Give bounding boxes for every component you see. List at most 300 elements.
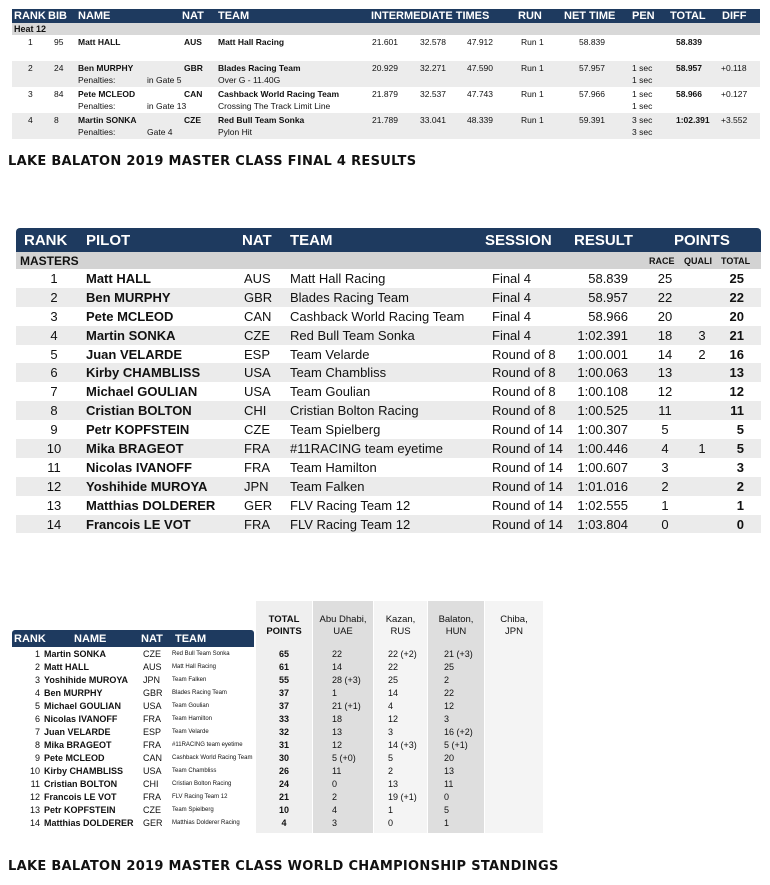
- rank-cell: 11: [30, 779, 40, 789]
- team-cell: FLV Racing Team 12: [290, 497, 411, 513]
- nat-cell: FRA: [244, 516, 270, 532]
- team-cell: #11RACING team eyetime: [172, 742, 243, 748]
- event-balaton-cell: 11: [444, 779, 454, 789]
- pilot-cell: Pete MCLEOD: [86, 308, 174, 324]
- standings-row: [12, 817, 543, 830]
- heat-cell-run: Run 1: [521, 89, 544, 99]
- result-cell: 1:00.063: [577, 365, 628, 381]
- heat-cell-t2: 32.271: [420, 63, 446, 73]
- event-header-line1: Kazan,: [385, 614, 416, 625]
- session-cell: Round of 8: [492, 365, 556, 381]
- race-points-cell: 14: [657, 346, 673, 362]
- team-cell: Team Falken: [172, 677, 207, 683]
- masters-row: [16, 477, 761, 496]
- standings-row: [12, 791, 543, 804]
- event-header-line1: Chiba,: [500, 614, 528, 625]
- total-cell: 31: [278, 740, 289, 750]
- event-balaton-cell: 0: [444, 792, 450, 802]
- event-balaton-cell: 16 (+2): [444, 727, 473, 737]
- event-abudhabi-cell: 11: [332, 766, 342, 776]
- heat-header-row: [12, 9, 760, 23]
- nat-cell: CHI: [244, 403, 267, 419]
- result-cell: 1:00.607: [577, 459, 628, 475]
- team-cell: Team Hamilton: [172, 716, 213, 722]
- masters-row: [16, 458, 761, 477]
- standings-header-bar: [12, 630, 254, 647]
- col-diff-header: DIFF: [722, 10, 747, 22]
- rank-cell: 2: [50, 289, 58, 305]
- event-kazan-cell: 22: [388, 662, 399, 672]
- nat-cell: FRA: [244, 441, 270, 457]
- session-cell: Round of 8: [492, 384, 556, 400]
- col-run-header: RUN: [518, 10, 542, 22]
- total-cell: 37: [278, 688, 289, 698]
- heat-cell-pen1: 1 sec: [632, 63, 653, 73]
- event-balaton-cell: 22: [444, 688, 455, 698]
- name-cell: Juan VELARDE: [44, 727, 111, 737]
- rank-cell: 1: [34, 649, 40, 659]
- event-balaton-cell: 12: [444, 701, 455, 711]
- rank-cell: 3: [34, 675, 40, 685]
- standings-row: [12, 687, 543, 700]
- heat-cell-total: 58.839: [676, 37, 702, 47]
- rank-cell: 13: [46, 497, 62, 513]
- heat-cell-team: Matt Hall Racing: [218, 37, 285, 47]
- heat-cell-pen2: 1 sec: [632, 75, 653, 85]
- col-total-header: TOTAL: [670, 10, 706, 22]
- name-cell: Cristian BOLTON: [44, 779, 118, 789]
- event-abudhabi-cell: 2: [332, 792, 338, 802]
- session-cell: Round of 14: [492, 422, 563, 438]
- event-kazan-cell: 12: [388, 714, 399, 724]
- masters-rows: [16, 269, 761, 533]
- event-chiba-header: [485, 614, 543, 638]
- total-points-cell: 2: [736, 478, 744, 494]
- session-cell: Final 4: [492, 289, 532, 305]
- team-cell: Team Chambliss: [290, 365, 387, 381]
- total-points-cell: 1: [736, 497, 744, 513]
- masters-row: [16, 382, 761, 401]
- heat-cell-total: 1:02.391: [676, 115, 710, 125]
- standings-row: [12, 674, 543, 687]
- rank-cell: 5: [34, 701, 40, 711]
- total-points-cell: 5: [736, 441, 744, 457]
- heat-cell-bib: 95: [54, 37, 64, 47]
- pilot-cell: Juan VELARDE: [86, 346, 183, 362]
- team-cell: Team Falken: [290, 478, 365, 494]
- pilot-cell: Kirby CHAMBLISS: [86, 365, 201, 381]
- heat-cell-t1: 21.879: [372, 89, 398, 99]
- pilot-cell: Mika BRAGEOT: [86, 441, 184, 457]
- event-abudhabi-cell: 18: [332, 714, 343, 724]
- rank-cell: 1: [50, 271, 58, 286]
- heat-cell-t1: 21.789: [372, 115, 398, 125]
- event-header-line2: RUS: [390, 626, 411, 637]
- rank-cell: 5: [50, 346, 58, 362]
- nat-cell: USA: [244, 384, 271, 400]
- result-cell: 58.839: [588, 271, 628, 286]
- event-abudhabi-cell: 5 (+0): [332, 753, 356, 763]
- heat-cell-pen-label: Penalties:: [78, 75, 116, 85]
- heat-results-table: [12, 9, 760, 139]
- event-abudhabi-cell: 14: [332, 662, 343, 672]
- race-points-cell: 25: [657, 271, 673, 286]
- nat-cell: AUS: [244, 271, 271, 286]
- masters-class-row: [16, 252, 761, 269]
- col-rank-header: RANK: [14, 633, 46, 645]
- heat-cell-pen-desc: Pylon Hit: [218, 127, 253, 137]
- total-header-line1: TOTAL: [268, 614, 300, 625]
- standings-table: [12, 601, 543, 833]
- rank-cell: 12: [46, 478, 62, 494]
- rank-cell: 9: [34, 753, 40, 763]
- standings-row: [12, 752, 543, 765]
- session-cell: Round of 14: [492, 516, 563, 532]
- team-cell: FLV Racing Team 12: [290, 516, 411, 532]
- event-header-line2: UAE: [333, 626, 353, 637]
- masters-row: [16, 401, 761, 420]
- session-cell: Round of 14: [492, 497, 563, 513]
- total-points-cell: 16: [729, 346, 744, 362]
- event-abudhabi-cell: 12: [332, 740, 343, 750]
- team-cell: Matthias Dolderer Racing: [172, 820, 240, 826]
- event-abudhabi-cell: 13: [332, 727, 343, 737]
- heat-cell-t2: 32.537: [420, 89, 446, 99]
- name-cell: Martin SONKA: [44, 649, 107, 659]
- session-cell: Round of 14: [492, 459, 563, 475]
- standings-row: [12, 700, 543, 713]
- heat-cell-rank: 1: [28, 37, 33, 47]
- event-balaton-cell: 25: [444, 662, 455, 672]
- rank-cell: 12: [29, 792, 40, 802]
- quali-points-cell: 3: [698, 327, 706, 343]
- event-header-line1: Balaton,: [438, 614, 474, 625]
- rank-cell: 3: [50, 308, 58, 324]
- heat-cell-total: 58.957: [676, 63, 702, 73]
- nat-cell: AUS: [143, 662, 162, 672]
- heat-cell-bib: 8: [54, 115, 59, 125]
- standings-row: [12, 726, 543, 739]
- heat-rows: [12, 35, 760, 139]
- result-cell: 1:00.446: [577, 441, 628, 457]
- quali-points-cell: 1: [698, 441, 706, 457]
- total-points-cell: 20: [729, 308, 744, 324]
- nat-cell: USA: [143, 766, 162, 776]
- nat-cell: CAN: [244, 308, 272, 324]
- race-points-cell: 13: [657, 365, 673, 381]
- heat-cell-bib: 84: [54, 89, 64, 99]
- name-cell: Ben MURPHY: [44, 688, 103, 698]
- name-cell: Pete MCLEOD: [44, 753, 105, 763]
- heat-cell-pen-label: Penalties:: [78, 127, 116, 137]
- session-cell: Round of 14: [492, 478, 563, 494]
- heat-cell-t3: 48.339: [467, 115, 493, 125]
- team-cell: Cashback World Racing Team: [290, 308, 465, 324]
- event-kazan-cell: 13: [388, 779, 399, 789]
- nat-cell: JPN: [244, 478, 269, 494]
- event-header-line2: JPN: [505, 626, 523, 637]
- team-cell: Team Goulian: [172, 703, 210, 709]
- event-kazan-cell: 2: [388, 766, 394, 776]
- total-cell: 33: [278, 714, 289, 724]
- masters-row: [16, 515, 761, 534]
- result-cell: 1:02.391: [577, 327, 628, 343]
- masters-class-label: MASTERS: [20, 254, 79, 268]
- nat-cell: GER: [143, 818, 163, 828]
- event-kazan-cell: 22 (+2): [388, 649, 417, 659]
- event-kazan-cell: 5: [388, 753, 394, 763]
- masters-row: [16, 326, 761, 345]
- col-rank-header: RANK: [14, 10, 46, 22]
- event-balaton-cell: 13: [444, 766, 455, 776]
- name-cell: Francois LE VOT: [44, 792, 117, 802]
- event-header-line1: Abu Dhabi,: [319, 614, 367, 625]
- pilot-cell: Cristian BOLTON: [86, 403, 192, 419]
- team-cell: Team Chambliss: [172, 768, 217, 774]
- heat-cell-name: Pete MCLEOD: [78, 89, 136, 99]
- heat-cell-team: Cashback World Racing Team: [218, 89, 340, 99]
- total-points-cell: 0: [736, 516, 744, 532]
- nat-cell: GBR: [244, 289, 273, 305]
- rank-cell: 14: [29, 818, 40, 828]
- team-cell: Matt Hall Racing: [290, 271, 386, 286]
- masters-row: [16, 439, 761, 458]
- result-cell: 1:00.525: [577, 403, 628, 419]
- race-points-cell: 22: [657, 289, 673, 305]
- team-cell: Team Hamilton: [290, 459, 377, 475]
- nat-cell: CHI: [143, 779, 159, 789]
- heat-cell-run: Run 1: [521, 37, 544, 47]
- nat-cell: FRA: [244, 459, 270, 475]
- total-cell: 24: [278, 779, 289, 789]
- heat-cell-net: 57.966: [579, 89, 605, 99]
- col-team-header: TEAM: [290, 232, 333, 249]
- heat-cell-rank: 2: [28, 63, 33, 73]
- event-kazan-cell: 25: [388, 675, 399, 685]
- nat-cell: ESP: [143, 727, 162, 737]
- team-cell: Red Bull Team Sonka: [290, 327, 415, 343]
- result-cell: 1:00.307: [577, 422, 628, 438]
- session-cell: Final 4: [492, 327, 532, 343]
- event-abudhabi-cell: 3: [332, 818, 338, 828]
- col-team-header: TEAM: [175, 633, 207, 645]
- event-balaton-cell: 1: [444, 818, 450, 828]
- heat-cell-pen-desc: Crossing The Track Limit Line: [218, 101, 331, 111]
- event-kazan-cell: 19 (+1): [388, 792, 417, 802]
- total-points-cell: 21: [729, 327, 744, 343]
- race-points-cell: 12: [657, 384, 673, 400]
- event-kazan-cell: 1: [388, 805, 394, 815]
- rank-cell: 10: [46, 441, 62, 457]
- pilot-cell: Michael GOULIAN: [86, 384, 198, 400]
- race-points-cell: 18: [657, 327, 673, 343]
- team-cell: Cashback World Racing Team: [172, 755, 253, 761]
- heat-cell-nat: CAN: [184, 89, 203, 99]
- heat-cell-rank: 4: [28, 115, 33, 125]
- col-points-header: POINTS: [674, 232, 730, 249]
- team-cell: FLV Racing Team 12: [172, 794, 228, 800]
- rank-cell: 10: [29, 766, 40, 776]
- session-cell: Final 4: [492, 271, 532, 286]
- col-pilot-header: PILOT: [86, 232, 131, 249]
- nat-cell: CZE: [244, 422, 270, 438]
- rank-cell: 7: [34, 727, 40, 737]
- heat-cell-run: Run 1: [521, 115, 544, 125]
- heat-cell-pen2: 3 sec: [632, 127, 653, 137]
- rank-cell: 6: [34, 714, 40, 724]
- heat-cell-t1: 20.929: [372, 63, 398, 73]
- rank-cell: 14: [46, 516, 62, 532]
- rank-cell: 8: [34, 740, 40, 750]
- col-nat-header: NAT: [141, 633, 163, 645]
- rank-cell: 6: [50, 365, 58, 381]
- team-cell: Red Bull Team Sonka: [172, 651, 230, 657]
- team-cell: #11RACING team eyetime: [290, 441, 443, 457]
- heat-cell-pen1: 1 sec: [632, 89, 653, 99]
- pilot-cell: Ben MURPHY: [86, 289, 171, 305]
- col-session-header: SESSION: [485, 232, 552, 249]
- masters-row: [16, 269, 761, 288]
- nat-cell: GER: [244, 497, 273, 513]
- event-abudhabi-cell: 0: [332, 779, 338, 789]
- total-cell: 61: [278, 662, 289, 672]
- heat-cell-pen-where: Gate 4: [147, 127, 173, 137]
- nat-cell: CZE: [143, 649, 161, 659]
- name-cell: Matthias DOLDERER: [44, 818, 134, 828]
- result-cell: 1:01.016: [577, 478, 628, 494]
- heat-cell-total: 58.966: [676, 89, 702, 99]
- heat-cell-pen-where: in Gate 5: [147, 75, 182, 85]
- total-points-cell: 12: [729, 384, 744, 400]
- nat-cell: USA: [244, 365, 271, 381]
- total-header-line2: POINTS: [266, 626, 302, 637]
- heat-cell-name: Matt HALL: [78, 37, 121, 47]
- col-net-header: NET TIME: [564, 10, 616, 22]
- event-kazan-cell: 0: [388, 818, 394, 828]
- result-cell: 58.966: [588, 308, 628, 324]
- rank-cell: 9: [50, 422, 58, 438]
- name-cell: Nicolas IVANOFF: [44, 714, 118, 724]
- final4-caption: LAKE BALATON 2019 MASTER CLASS FINAL 4 RESULTS: [8, 154, 417, 169]
- team-cell: Cristian Bolton Racing: [290, 403, 419, 419]
- pilot-cell: Yoshihide MUROYA: [86, 478, 208, 494]
- heat-cell-nat: AUS: [184, 37, 202, 47]
- standings-row: [12, 713, 543, 726]
- race-points-cell: 5: [661, 422, 669, 438]
- event-balaton-cell: 5 (+1): [444, 740, 468, 750]
- nat-cell: CZE: [143, 805, 161, 815]
- heat-cell-team: Red Bull Team Sonka: [218, 115, 305, 125]
- total-cell: 65: [278, 649, 289, 659]
- col-pen-header: PEN: [632, 10, 655, 22]
- total-cell: 10: [278, 805, 289, 815]
- team-cell: Matt Hall Racing: [172, 664, 217, 670]
- event-kazan-cell: 4: [388, 701, 394, 711]
- nat-cell: CAN: [143, 753, 163, 763]
- nat-cell: ESP: [244, 346, 271, 362]
- event-balaton-cell: 3: [444, 714, 450, 724]
- rank-cell: 13: [29, 805, 40, 815]
- heat-cell-run: Run 1: [521, 63, 544, 73]
- col-team-header: TEAM: [218, 10, 250, 22]
- event-abudhabi-cell: 1: [332, 688, 338, 698]
- pilot-cell: Francois LE VOT: [86, 516, 191, 532]
- session-cell: Round of 8: [492, 403, 556, 419]
- race-points-cell: 4: [661, 441, 669, 457]
- total-cell: 30: [278, 753, 289, 763]
- col-result-header: RESULT: [574, 232, 633, 249]
- heat-cell-name: Martin SONKA: [78, 115, 137, 125]
- rank-cell: 7: [50, 384, 58, 400]
- race-points-cell: 20: [657, 308, 673, 324]
- nat-cell: USA: [143, 701, 162, 711]
- points-quali-subheader: QUALI: [684, 256, 712, 266]
- nat-cell: JPN: [143, 675, 161, 685]
- standings-row: [12, 765, 543, 778]
- race-points-cell: 11: [658, 403, 672, 419]
- heat-cell-pen1: 3 sec: [632, 115, 653, 125]
- heat-cell-rank: 3: [28, 89, 33, 99]
- event-header-line2: HUN: [445, 626, 467, 637]
- rank-cell: 4: [50, 327, 58, 343]
- event-balaton-cell: 21 (+3): [444, 649, 473, 659]
- col-name-header: NAME: [74, 633, 107, 645]
- rank-cell: 2: [34, 662, 40, 672]
- team-cell: Team Spielberg: [172, 807, 214, 813]
- event-balaton-cell: 5: [444, 805, 450, 815]
- quali-points-cell: 2: [698, 346, 706, 362]
- pilot-cell: Martin SONKA: [86, 327, 176, 343]
- col-intermediate-header: INTERMEDIATE TIMES: [371, 10, 490, 22]
- total-cell: 37: [278, 701, 289, 711]
- heat-cell-pen-desc: Over G - 11.40G: [218, 75, 281, 85]
- event-balaton-cell: 2: [444, 675, 450, 685]
- masters-row: [16, 345, 761, 364]
- points-race-subheader: RACE: [649, 256, 675, 266]
- event-abudhabi-header: [313, 614, 373, 638]
- masters-row: [16, 363, 761, 382]
- standings-row: [12, 804, 543, 817]
- session-cell: Round of 14: [492, 441, 563, 457]
- total-cell: 32: [278, 727, 289, 737]
- result-cell: 1:03.804: [577, 516, 628, 532]
- race-points-cell: 1: [661, 497, 669, 513]
- total-points-cell: 22: [729, 289, 744, 305]
- col-bib-header: BIB: [48, 10, 67, 22]
- total-cell: 55: [278, 675, 289, 685]
- event-balaton-header: [428, 614, 484, 638]
- standings-row: [12, 648, 543, 661]
- event-kazan-cell: 3: [388, 727, 394, 737]
- pilot-cell: Matthias DOLDERER: [86, 497, 216, 513]
- points-total-subheader: TOTAL: [721, 256, 751, 266]
- team-cell: Team Velarde: [172, 729, 209, 735]
- total-points-cell: 13: [729, 365, 744, 381]
- event-abudhabi-cell: 22: [332, 649, 343, 659]
- event-kazan-cell: 14: [388, 688, 399, 698]
- heat-cell-net: 59.391: [579, 115, 605, 125]
- heat-cell-net: 58.839: [579, 37, 605, 47]
- event-kazan-header: [374, 614, 427, 638]
- total-points-cell: 3: [736, 459, 744, 475]
- total-cell: 4: [281, 818, 287, 828]
- col-name-header: NAME: [78, 10, 111, 22]
- standings-caption: LAKE BALATON 2019 MASTER CLASS WORLD CHAMPIONSHIP STANDINGS: [8, 859, 559, 874]
- heat-cell-nat: CZE: [184, 115, 201, 125]
- team-cell: Team Spielberg: [290, 422, 381, 438]
- masters-header-row: [16, 228, 761, 252]
- heat-cell-team: Blades Racing Team: [218, 63, 301, 73]
